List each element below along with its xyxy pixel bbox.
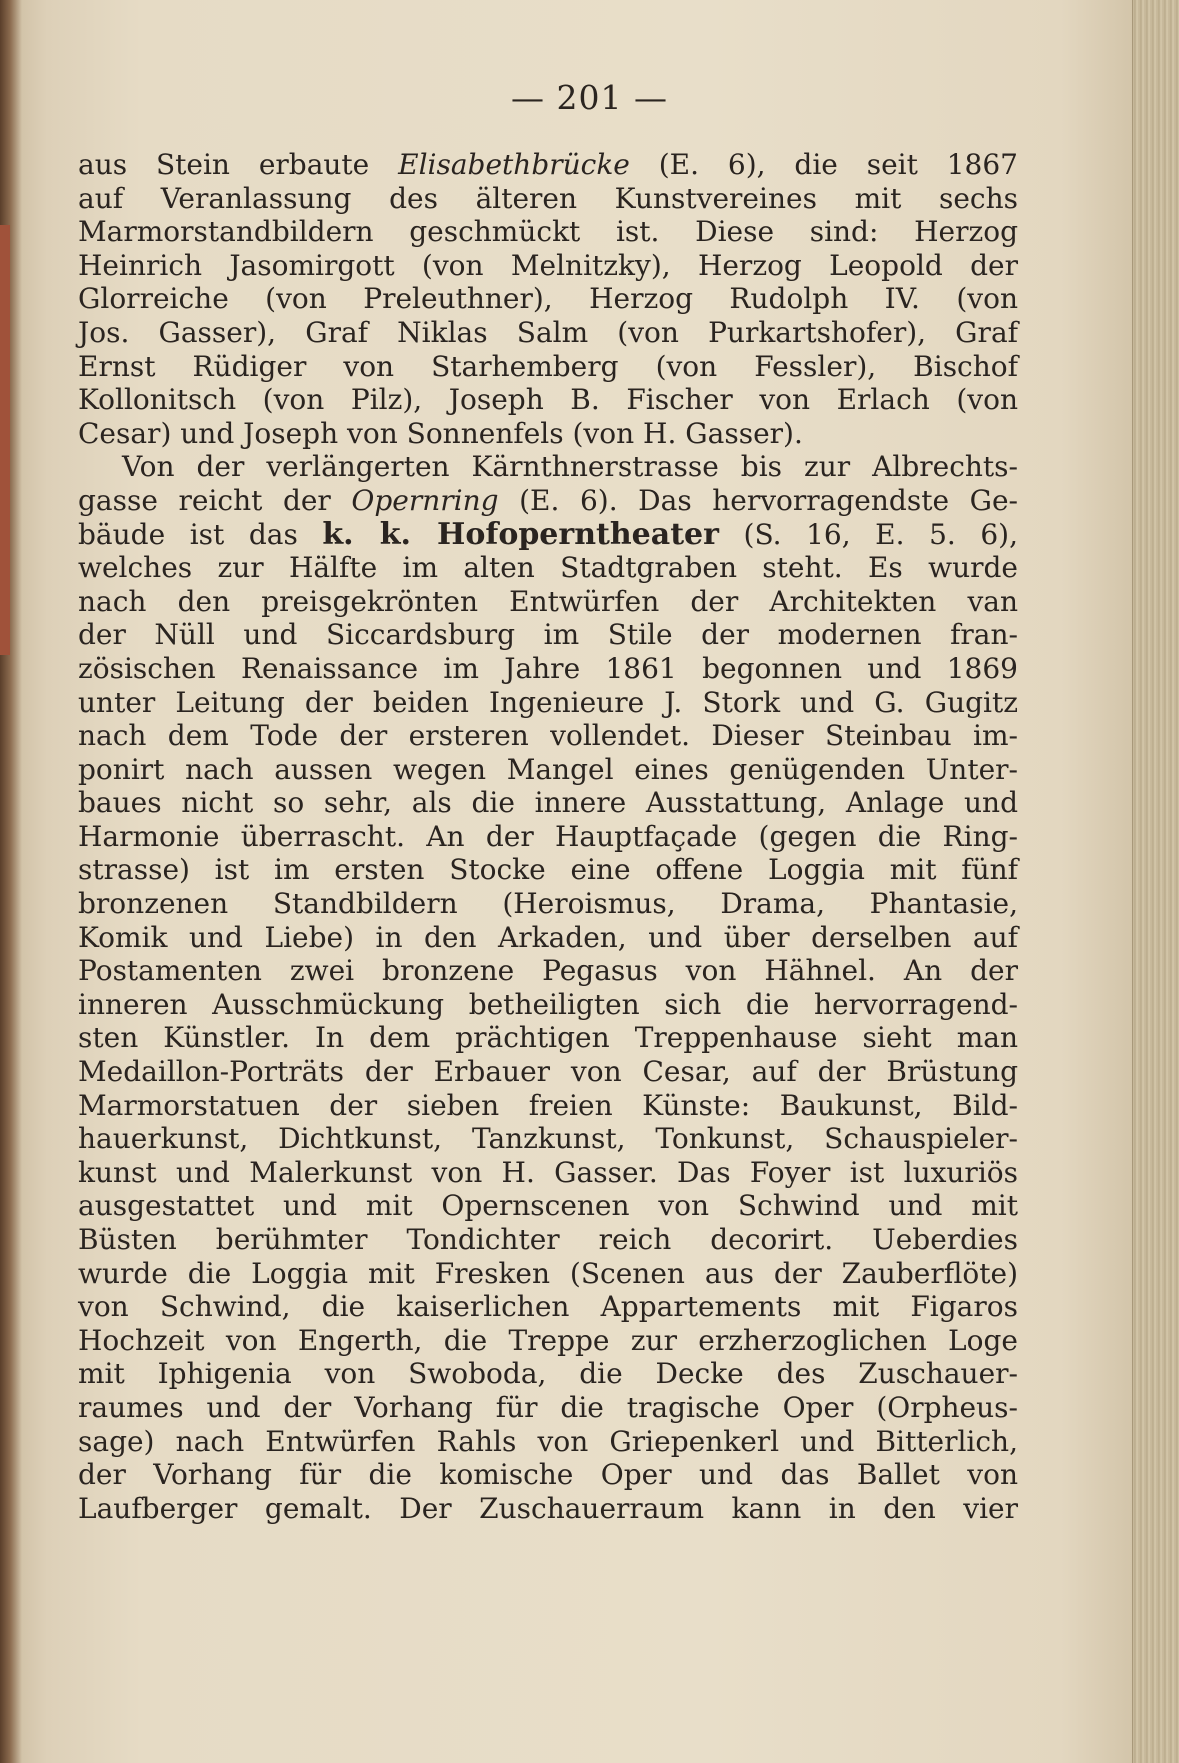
text-line: Heinrich Jasomirgott (von Melnitzky), Herzog Leopold der xyxy=(78,248,1018,282)
text-line: inneren Ausschmückung betheiligten sich die hervorragend- xyxy=(78,987,1018,1021)
italic-term: Elisabethbrücke xyxy=(398,148,630,181)
page-edges xyxy=(1132,0,1179,1763)
text-line: Hochzeit von Engerth, die Treppe zur erzherzoglichen Loge xyxy=(78,1323,1018,1357)
text-line: Komik und Liebe) in den Arkaden, und über derselben auf xyxy=(78,920,1018,954)
text-line: auf Veranlassung des älteren Kunstvereines mit sechs xyxy=(78,181,1018,215)
text-line: bronzenen Standbildern (Heroismus, Drama, Phantasie, xyxy=(78,887,1018,921)
text-line: ausgestattet und mit Opernscenen von Schwind und mit xyxy=(78,1189,1018,1223)
body-text xyxy=(78,148,1018,1525)
text-line: ponirt nach aussen wegen Mangel eines genügenden Unter- xyxy=(78,752,1018,786)
text-line: strasse) ist im ersten Stocke eine offene Loggia mit fünf xyxy=(78,853,1018,887)
text-line: bäude ist das k. k. Hofoperntheater (S. 16, E. 5. 6), xyxy=(78,516,1018,552)
bold-term: k. k. Hofoperntheater xyxy=(322,516,719,552)
text-line: Postamenten zwei bronzene Pegasus von Hähnel. An der xyxy=(78,954,1018,988)
text-line: unter Leitung der beiden Ingenieure J. Stork und G. Gugitz xyxy=(78,685,1018,719)
text-line: wurde die Loggia mit Fresken (Scenen aus der Zauberflöte) xyxy=(78,1256,1018,1290)
text-line: nach dem Tode der ersteren vollendet. Dieser Steinbau im- xyxy=(78,719,1018,753)
text-line: Von der verlängerten Kärnthnerstrasse bis zur Albrechts- xyxy=(122,450,1018,484)
text-line: sage) nach Entwürfen Rahls von Griepenkerl und Bitterlich, xyxy=(78,1424,1018,1458)
text-line: der Vorhang für die komische Oper und das Ballet von xyxy=(78,1458,1018,1492)
bookmark-tab xyxy=(0,225,10,655)
text-line: Kollonitsch (von Pilz), Joseph B. Fischer von Erlach (von xyxy=(78,383,1018,417)
text-line: zösischen Renaissance im Jahre 1861 begonnen und 1869 xyxy=(78,651,1018,685)
page-number: — 201 — xyxy=(511,78,668,117)
text-line: Glorreiche (von Preleuthner), Herzog Rudolph IV. (von xyxy=(78,282,1018,316)
text-line: aus Stein erbaute Elisabethbrücke (E. 6), die seit 1867 xyxy=(78,148,1018,181)
text-line: Cesar) und Joseph von Sonnenfels (von H. Gasser). xyxy=(78,416,803,450)
text-line: Medaillon-Porträts der Erbauer von Cesar, auf der Brüstung xyxy=(78,1055,1018,1089)
text-line: Marmorstandbildern geschmückt ist. Diese sind: Herzog xyxy=(78,215,1018,249)
text-line: Harmonie überrascht. An der Hauptfaçade (gegen die Ring- xyxy=(78,819,1018,853)
text-line: Ernst Rüdiger von Starhemberg (von Fessler), Bischof xyxy=(78,349,1018,383)
text-line: gasse reicht der Opernring (E. 6). Das hervorragendste Ge- xyxy=(78,483,1018,517)
text-line: mit Iphigenia von Swoboda, die Decke des Zuschauer- xyxy=(78,1357,1018,1391)
text-line: sten Künstler. In dem prächtigen Treppenhause sieht man xyxy=(78,1021,1018,1055)
text-line: Marmorstatuen der sieben freien Künste: Baukunst, Bild- xyxy=(78,1088,1018,1122)
text-line: kunst und Malerkunst von H. Gasser. Das Foyer ist luxuriös xyxy=(78,1155,1018,1189)
italic-term: Opernring xyxy=(351,483,499,517)
text-line: nach den preisgekrönten Entwürfen der Architekten van xyxy=(78,584,1018,618)
text-line: der Nüll und Siccardsburg im Stile der modernen fran- xyxy=(78,618,1018,652)
text-line: hauerkunst, Dichtkunst, Tanzkunst, Tonkunst, Schauspieler- xyxy=(78,1122,1018,1156)
text-line: raumes und der Vorhang für die tragische Oper (Orpheus- xyxy=(78,1390,1018,1424)
text-line: Büsten berühmter Tondichter reich decorirt. Ueberdies xyxy=(78,1223,1018,1256)
text-line: von Schwind, die kaiserlichen Appartements mit Figaros xyxy=(78,1290,1018,1324)
text-line: Jos. Gasser), Graf Niklas Salm (von Purkartshofer), Graf xyxy=(78,315,1018,349)
text-line: welches zur Hälfte im alten Stadtgraben steht. Es wurde xyxy=(78,551,1018,585)
text-line: Laufberger gemalt. Der Zuschauerraum kann in den vier xyxy=(78,1491,1018,1525)
text-line: baues nicht so sehr, als die innere Ausstattung, Anlage und xyxy=(78,786,1018,820)
